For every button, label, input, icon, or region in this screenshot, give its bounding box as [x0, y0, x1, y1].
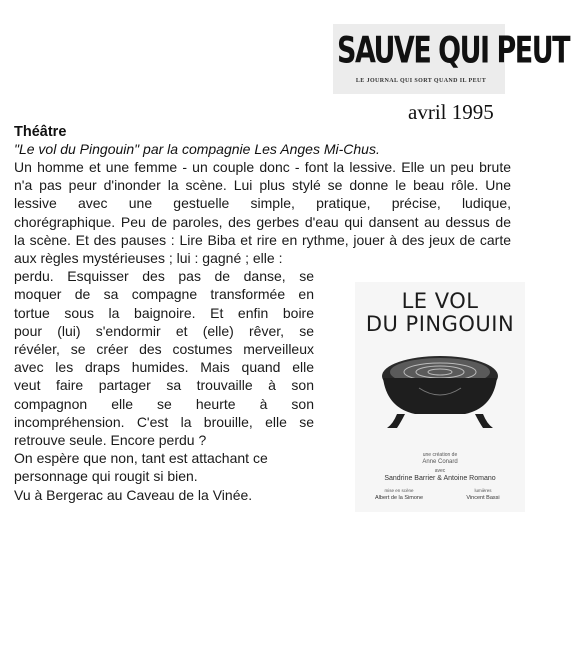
newspaper-masthead — [333, 24, 570, 94]
poster-credit-left-label: mise en scène — [384, 488, 414, 493]
text-line: aux règles mystérieuses ; lui : gagné ; elle : — [14, 250, 283, 267]
text-line: pour (lui) s'endormir et (elle) rêver, se — [14, 322, 314, 339]
article-wide-paragraph — [14, 158, 514, 267]
text-line: révéler, se créer des costumes merveilleux — [14, 341, 314, 358]
text-line: n'a pas peur d'inonder la scène. Lui plus stylé se donne le beau rôle. Une — [14, 177, 511, 194]
text-line: Vu à Bergerac au Caveau de la Vinée. — [14, 486, 253, 503]
text-line: veut faire partager sa trouvaille à son — [14, 377, 314, 394]
poster-credit-director: Anne Conard — [422, 459, 458, 465]
text-line: perdu. Esquisser des pas de danse, se — [14, 268, 314, 285]
poster-title — [355, 290, 525, 336]
text-line: personnage qui rougit si bien. — [14, 468, 198, 485]
text-line: la scène. Et des pauses : Lire Biba et rire en rythme, jouer à des jeux de carte — [14, 231, 511, 248]
text-line: avec les draps humides. Mais quand elle — [14, 359, 314, 376]
poster-title-line: LE VOL — [401, 289, 479, 313]
text-line: chorégraphique. Peu de paroles, des gerbes d'eau qui dansent au dessus de — [14, 213, 511, 230]
poster-credit-right-name: Vincent Bassi — [466, 495, 500, 501]
text-line: On espère que non, tant est attachant ce — [14, 450, 268, 467]
masthead-tagline: LE JOURNAL QUI SORT QUAND IL PEUT — [355, 78, 487, 84]
text-line: incompréhension. C'est la brouille, elle se — [14, 413, 314, 430]
article-subtitle: "Le vol du Pingouin" par la compagnie Les Anges Mi-Chus. — [14, 141, 380, 157]
text-line: Un homme et une femme - un couple donc - font la lessive. Elle un peu brute — [14, 159, 511, 175]
text-line: retrouve seule. Encore perdu ? — [14, 432, 207, 449]
poster-credit-authors: Sandrine Barrier & Antoine Romano — [384, 475, 496, 482]
poster-credit-right-label: lumières — [474, 488, 492, 493]
masthead-title: SAUVE QUI PEUT — [337, 30, 570, 72]
section-heading: Théâtre — [14, 124, 67, 140]
poster-title-line: DU PINGOUIN — [365, 312, 515, 336]
bathtub-illustration — [375, 342, 505, 442]
poster-credit-left-name: Albert de la Simone — [375, 495, 423, 501]
poster-credit-small: une création de — [422, 452, 458, 458]
text-line: lessive avec une gestuelle simple, pratique, précise, ludique, — [14, 195, 511, 212]
poster-credit-prefix: avec — [434, 468, 446, 474]
text-line: tortue sous la baignoire. Et enfin boire — [14, 304, 314, 321]
show-poster — [355, 282, 525, 512]
date-note: avril 1995 — [408, 100, 494, 124]
text-line: moquer de sa compagne transformée en — [14, 286, 314, 303]
text-line: compagnon elle se heurte à son — [14, 395, 314, 412]
